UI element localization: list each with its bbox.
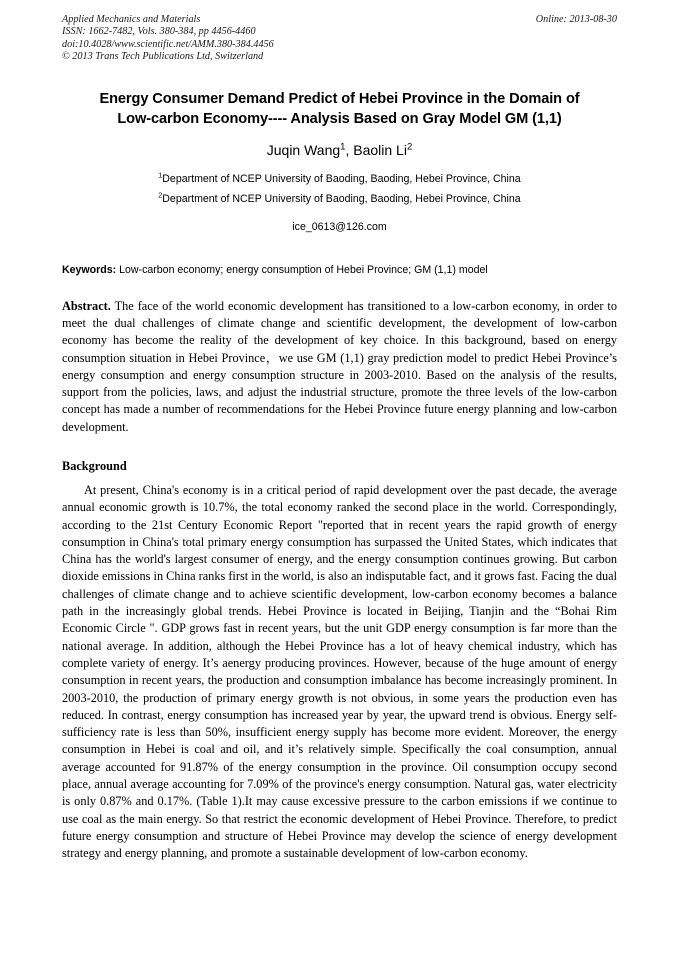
title-line-1: Energy Consumer Demand Predict of Hebei Province in the Domain of bbox=[99, 90, 580, 107]
author-list bbox=[62, 142, 617, 158]
keywords-line bbox=[62, 263, 617, 277]
contact-email[interactable]: ice_0613@126.com bbox=[292, 220, 387, 233]
affiliation-block bbox=[62, 169, 617, 209]
author-separator: , bbox=[345, 141, 354, 158]
doi-line: doi:10.4028/www.scientific.net/AMM.380-384.4456 bbox=[62, 38, 274, 50]
affiliation-marker-1: 1 bbox=[158, 170, 163, 180]
abstract-paragraph bbox=[62, 298, 617, 436]
copyright-line: © 2013 Trans Tech Publications Ltd, Switzerland bbox=[62, 51, 264, 63]
author-name-1: Juqin Wang bbox=[266, 141, 341, 158]
affiliation-marker-2: 2 bbox=[158, 190, 163, 200]
issn-line: ISSN: 1662-7482, Vols. 380-384, pp 4456-4460 bbox=[62, 26, 256, 38]
affiliation-text-2: Department of NCEP University of Baoding, Baoding, Hebei Province, China bbox=[162, 192, 521, 205]
page-content bbox=[62, 14, 617, 863]
affiliation-text-1: Department of NCEP University of Baoding, Baoding, Hebei Province, China bbox=[162, 172, 521, 185]
page-title bbox=[62, 89, 617, 129]
background-paragraph: At present, China's economy is in a critical period of rapid development over the past decade, the average annual economic growth is 10.7%, the total economy ranked the second place in the world. Correspondingly, according to the 21st Century Economic Report "reported that in recent years the rapid growth of energy consumption in China's total primary energy consumption has surpassed the United States, which indicates that China has the world's largest consumer of energy, and the energy consumption continues growing. But carbon dioxide emissions in China ranks first in the world, is also an indisputable fact, and it grows fast. Facing the dual challenges of climate change and to achieve scientific development, low-carbon economy becomes a balance path in the increasingly global trends. Hebei Province is located in Beijing, Tianjin and the “Bohai Rim Economic Circle ". GDP grows fast in recent years, but the unit GDP energy consumption is far more than the national average. In addition, although the Hebei Province has a lot of heavy chemical industry, which has complete variety of energy. It’s aenergy producing provinces. However, because of the huge amount of energy consumption in recent years, the production and consumption imbalance has become increasingly prominent. In 2003-2010, the production of primary energy growth is not obvious, in some years the production even has reduced. In contrast, energy consumption has increased year by year, the upward trend is obvious. Energy self-sufficiency rate is less than 50%, insufficient energy supply has become more evident. Moreover, the energy consumption in Hebei is coal and oil, and it’s relatively simple. Specifically the coal consumption, annual average accounted for 91.87% of the energy consumption in the province. Oil consumption occupy second place, annual average accounting for 7.09% of the province's energy consumption. Natural gas, water electricity is only 0.87% and 0.17%. (Table 1).It may cause excessive pressure to the carbon emissions if we continue to use coal as the main energy. So that restrict the economic development of Hebei Province. Therefore, to predict future energy consumption and structure of Hebei Province may develop the science of energy development strategy and energy planning, and promote a sustainable development of low-carbon economy. bbox=[62, 483, 617, 861]
keywords-text: Low-carbon economy; energy consumption of Hebei Province; GM (1,1) model bbox=[116, 263, 488, 276]
affiliation-1 bbox=[62, 169, 617, 189]
journal-header-top-row bbox=[62, 14, 617, 26]
affiliation-2 bbox=[62, 189, 617, 209]
abstract-text: The face of the world economic development has transitioned to a low-carbon economy, in order to meet the dual challenges of climate change and scientific development, the development of low-carbon economy has become the reality of the development of key choice. In this background, based on energy consumption situation in Hebei Province，we use GM (1,1) gray prediction model to predict Hebei Province’s energy consumption and energy consumption structure in 2003-2010. Based on the analysis of the results, support from the policies, laws, and adjust the industrial structure, promote the three levels of the low-carbon concept has made a number of recommendations for the Hebei Province future energy planning and low-carbon development. bbox=[62, 298, 617, 434]
journal-header bbox=[62, 14, 617, 64]
title-line-2: Low-carbon Economy---- Analysis Based on Gray Model GM (1,1) bbox=[117, 110, 562, 127]
keywords-label: Keywords: bbox=[62, 263, 117, 276]
section-heading-background: Background bbox=[62, 459, 127, 473]
abstract-label: Abstract. bbox=[62, 298, 111, 313]
online-date: Online: 2013-08-30 bbox=[535, 14, 617, 25]
author-affiliation-marker-2: 2 bbox=[406, 140, 413, 152]
author-name-2: Baolin Li bbox=[353, 141, 407, 158]
journal-title: Applied Mechanics and Materials bbox=[62, 14, 201, 25]
author-affiliation-marker-1: 1 bbox=[340, 140, 346, 152]
